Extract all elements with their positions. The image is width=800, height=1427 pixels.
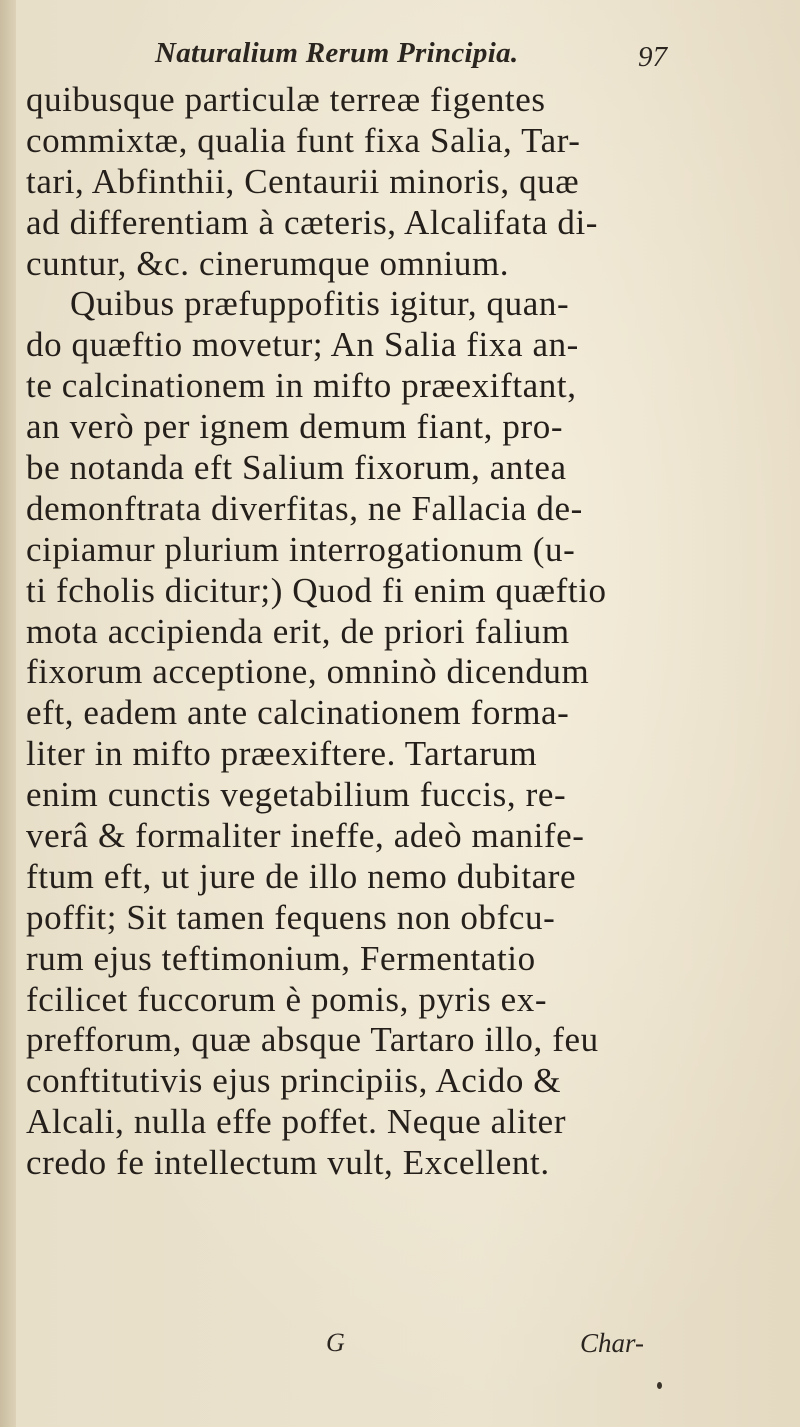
text-line: poffit; Sit tamen fequens non obfcu- (26, 897, 556, 937)
text-line: te calcinationem in mifto præexiftant, (26, 366, 577, 406)
text-line: Alcali, nulla effe poffet. Neque aliter (26, 1102, 567, 1142)
text-line: be notanda eft Salium fixorum, antea (26, 448, 567, 488)
running-head-title: Naturalium Rerum Principia. (155, 37, 519, 69)
paragraph-start-line: Quibus præfuppofitis igitur, quan- (70, 284, 570, 324)
text-line: credo fe intellectum vult, Excellent. (26, 1143, 550, 1183)
text-line: do quæftio movetur; An Salia fixa an- (26, 325, 579, 365)
page-number: 97 (638, 41, 667, 73)
text-line: commixtæ, qualia funt fixa Salia, Tar- (26, 120, 581, 160)
text-line: cipiamur plurium interrogationum (u- (26, 529, 576, 569)
text-line: liter in mifto præexiftere. Tartarum (26, 734, 538, 774)
text-line: eft, eadem ante calcinationem forma- (26, 693, 570, 733)
text-line: tari, Abfinthii, Centaurii minoris, quæ (26, 161, 580, 201)
text-line: prefforum, quæ absque Tartaro illo, feu (26, 1020, 599, 1060)
text-line: ftum eft, ut jure de illo nemo dubitare (26, 856, 577, 896)
text-line: enim cunctis vegetabilium fuccis, re- (26, 775, 567, 815)
text-line: mota accipienda erit, de priori falium (26, 611, 570, 651)
text-line: verâ & formaliter ineffe, adeò manife- (26, 816, 585, 856)
running-head (155, 35, 755, 75)
text-line: ad differentiam à cæteris, Alcalifata di- (26, 202, 599, 242)
page-gutter (0, 0, 16, 1427)
text-line: quibusque particulæ terreæ figentes (26, 80, 546, 119)
body-text (22, 80, 792, 1184)
text-line: demonftrata diverfitas, ne Fallacia de- (26, 488, 583, 528)
text-line: ti fcholis dicitur;) Quod fi enim quæftio (26, 570, 607, 610)
text-line: an verò per ignem demum fiant, pro- (26, 407, 564, 447)
text-line: conftitutivis ejus principiis, Acido & (26, 1061, 562, 1101)
text-line: fcilicet fuccorum è pomis, pyris ex- (26, 979, 548, 1019)
ink-speck (657, 1382, 662, 1389)
page-footer (0, 1328, 800, 1368)
catchword: Char- (580, 1328, 644, 1358)
text-line: cuntur, &c. cinerumque omnium. (26, 243, 510, 283)
signature-mark: G (326, 1328, 345, 1357)
text-line: rum ejus teftimonium, Fermentatio (26, 938, 536, 978)
text-line: fixorum acceptione, omninò dicendum (26, 652, 590, 692)
